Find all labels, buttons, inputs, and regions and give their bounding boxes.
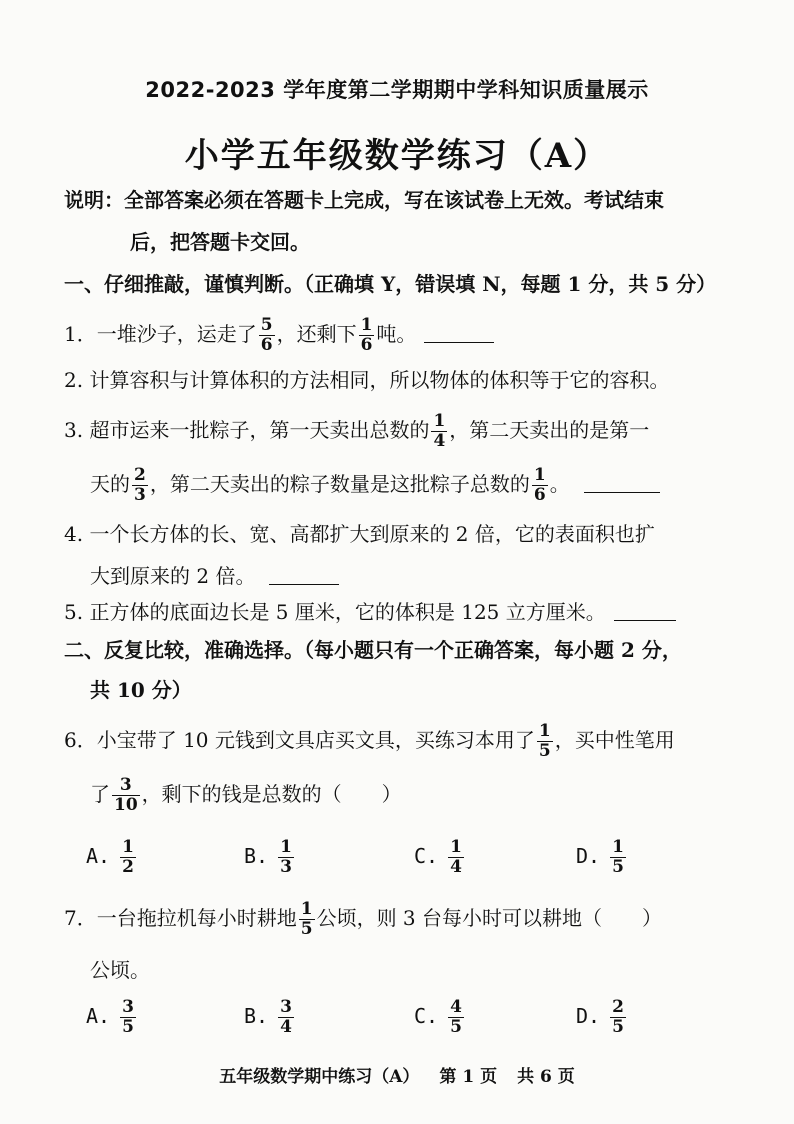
question-3-line-2: 天的 $\frac{2}{3}$ ，第二天卖出的粽子数量是这批粽子总数的 $\frac{1}{6}$ 。 xyxy=(90,466,660,505)
q7-option-c: C. $\frac{4}{5}$ xyxy=(414,997,462,1037)
question-7-line-2: 公顷。 xyxy=(90,958,150,982)
question-1: 1．一堆沙子，运走了 $\frac{5}{6}$ ，还剩下 $\frac{1}{6}$ 吨。 xyxy=(64,316,494,355)
answer-blank xyxy=(269,566,339,585)
instructions-line-2: 后，把答题卡交回。 xyxy=(130,230,310,254)
q6-option-d: D. $\frac{1}{5}$ xyxy=(576,837,624,877)
answer-blank xyxy=(614,602,676,621)
q6-option-c: C. $\frac{1}{4}$ xyxy=(414,837,462,877)
question-2: 2. 计算容积与计算体积的方法相同，所以物体的体积等于它的容积。 xyxy=(64,368,670,392)
q6-option-a: A. $\frac{1}{2}$ xyxy=(86,837,134,877)
fraction: $\frac{5}{6}$ xyxy=(260,315,273,355)
fraction: $\frac{1}{6}$ xyxy=(533,465,546,505)
question-5: 5. 正方体的底面边长是 5 厘米，它的体积是 125 立方厘米。 xyxy=(64,598,676,626)
footer-total-pages: 共 6 页 xyxy=(517,1067,575,1087)
fraction: $\frac{1}{6}$ xyxy=(360,315,373,355)
fraction: $\frac{1}{5}$ xyxy=(538,721,551,761)
fraction: $\frac{2}{3}$ xyxy=(134,465,146,505)
q7-option-a: A. $\frac{3}{5}$ xyxy=(86,997,134,1037)
section-2-heading-line-1: 二、反复比较，准确选择。（每小题只有一个正确答案，每小题 2 分， xyxy=(64,638,682,662)
instructions-line-1: 说明：全部答案必须在答题卡上完成，写在该试卷上无效。考试结束 xyxy=(64,188,664,212)
question-7-line-1: 7．一台拖拉机每小时耕地 $\frac{1}{5}$ 公顷，则 3 台每小时可以耕地（ ） xyxy=(64,899,663,939)
fraction: $\frac{1}{4}$ xyxy=(433,411,446,451)
question-4-line-1: 4. 一个长方体的长、宽、高都扩大到原来的 2 倍，它的表面积也扩 xyxy=(64,522,655,546)
question-6-line-1: 6．小宝带了 10 元钱到文具店买文具，买练习本用了 $\frac{1}{5}$ ，买中性笔用 xyxy=(64,721,675,761)
question-6-line-2: 了 $\frac{3}{10}$ ，剩下的钱是总数的（ ） xyxy=(90,775,402,815)
exam-title: 小学五年级数学练习（A） xyxy=(184,136,610,176)
section-1-heading: 一、仔细推敲，谨慎判断。（正确填 Y，错误填 N，每题 1 分，共 5 分） xyxy=(64,272,717,296)
q7-option-b: B. $\frac{3}{4}$ xyxy=(244,997,292,1037)
q6-option-b: B. $\frac{1}{3}$ xyxy=(244,837,292,877)
section-2-heading-line-2: 共 10 分） xyxy=(90,678,192,702)
fraction: $\frac{3}{10}$ xyxy=(114,775,138,815)
q7-option-d: D. $\frac{2}{5}$ xyxy=(576,997,624,1037)
question-4-line-2: 大到原来的 2 倍。 xyxy=(90,562,339,590)
footer-exam-name: 五年级数学期中练习（A） xyxy=(219,1067,420,1087)
question-3-line-1: 3. 超市运来一批粽子，第一天卖出总数的 $\frac{1}{4}$ ，第二天卖出的是第一 xyxy=(64,411,650,451)
fraction: $\frac{1}{5}$ xyxy=(300,899,313,939)
exam-subtitle: 2022-2023 学年度第二学期期中学科知识质量展示 xyxy=(145,78,649,102)
footer-page-number: 第 1 页 xyxy=(439,1067,498,1087)
answer-blank xyxy=(584,474,660,493)
page-footer xyxy=(0,1062,794,1087)
answer-blank xyxy=(424,324,494,343)
